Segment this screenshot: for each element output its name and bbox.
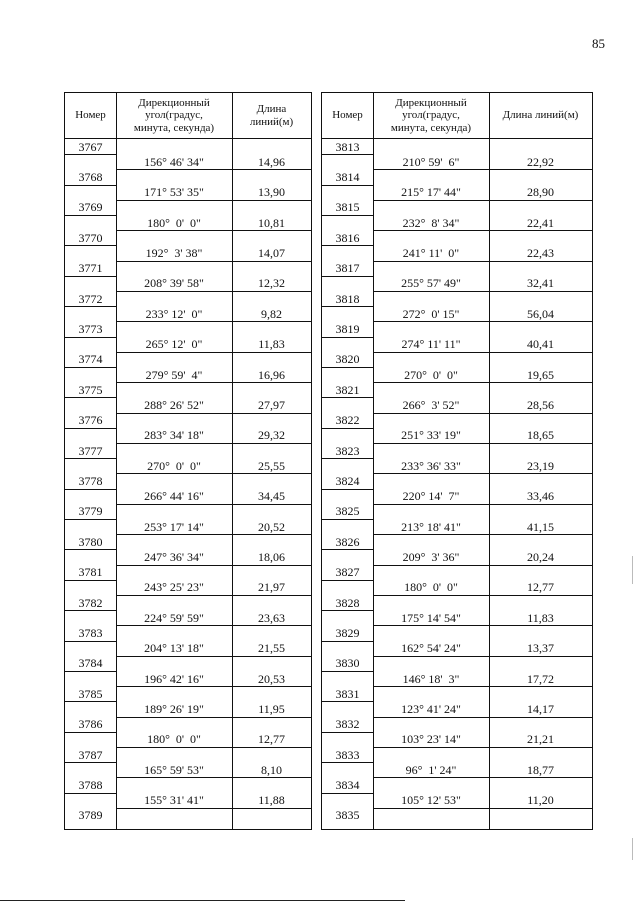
row-divider <box>322 306 373 307</box>
point-number: 3774 <box>78 352 103 367</box>
point-number: 3772 <box>78 291 103 306</box>
point-number: 3834 <box>335 778 360 792</box>
point-number: 3773 <box>78 322 103 336</box>
row-divider <box>322 367 373 368</box>
line-length: 18,06 <box>258 550 285 564</box>
scan-edge-mark <box>632 556 633 584</box>
point-number: 3779 <box>78 504 103 519</box>
row-divider <box>116 656 311 657</box>
line-length: 21,55 <box>258 641 285 656</box>
row-divider <box>65 458 116 459</box>
row-divider <box>116 625 311 626</box>
direction-angle: 175° 14' 54" <box>401 610 461 625</box>
row-divider <box>65 397 116 398</box>
point-number: 3830 <box>335 656 360 671</box>
direction-angle: 165° 59' 53" <box>144 762 204 777</box>
row-divider <box>322 154 373 155</box>
row-divider <box>322 215 373 216</box>
line-length: 33,46 <box>527 489 554 504</box>
direction-angle: 210° 59' 6" <box>402 154 460 169</box>
row-divider <box>65 337 116 338</box>
point-number: 3815 <box>335 200 360 215</box>
point-number: 3784 <box>78 656 103 671</box>
row-divider <box>322 549 373 550</box>
row-divider <box>65 519 116 520</box>
point-number: 3822 <box>335 413 360 428</box>
direction-angle: 232° 8' 34" <box>402 215 460 230</box>
direction-angle: 243° 25' 23" <box>144 580 204 595</box>
direction-angle: 255° 57' 49" <box>401 276 461 291</box>
direction-angle: 247° 36' 34" <box>144 550 204 564</box>
row-divider <box>322 793 373 794</box>
line-length: 10,81 <box>258 215 285 230</box>
direction-angle: 270° 0' 0" <box>147 458 201 473</box>
row-divider <box>116 321 311 322</box>
direction-angle: 288° 26' 52" <box>144 398 204 412</box>
row-divider <box>373 625 592 626</box>
row-divider <box>116 352 311 353</box>
row-divider <box>322 428 373 429</box>
row-divider <box>116 808 311 809</box>
row-divider <box>116 595 311 596</box>
row-divider <box>65 732 116 733</box>
direction-angle: 146° 18' 3" <box>402 671 460 686</box>
direction-angle: 220° 14' 7" <box>402 489 460 504</box>
direction-angle: 180° 0' 0" <box>147 215 201 230</box>
row-divider <box>373 777 592 778</box>
line-length: 29,32 <box>258 428 285 443</box>
point-number: 3767 <box>78 139 103 154</box>
direction-angle: 251° 33' 19" <box>401 428 461 443</box>
direction-angle: 272° 0' 15" <box>402 306 460 321</box>
row-divider <box>116 504 311 505</box>
row-divider <box>373 717 592 718</box>
line-length: 32,41 <box>527 276 554 291</box>
row-divider <box>65 793 116 794</box>
coordinates-table-left <box>64 92 312 830</box>
point-number: 3770 <box>78 230 103 245</box>
point-number: 3775 <box>78 382 103 397</box>
row-divider <box>116 565 311 566</box>
row-divider <box>65 489 116 490</box>
line-length: 27,97 <box>258 398 285 412</box>
point-number: 3821 <box>335 382 360 397</box>
row-divider <box>373 413 592 414</box>
row-divider <box>116 747 311 748</box>
line-length: 11,83 <box>258 337 285 352</box>
direction-angle: 213° 18' 41" <box>401 519 461 534</box>
row-divider <box>65 671 116 672</box>
point-number: 3832 <box>335 717 360 732</box>
direction-angle: 215° 17' 44" <box>401 185 461 200</box>
line-length: 18,77 <box>527 762 554 777</box>
row-divider <box>116 291 311 292</box>
row-divider <box>373 504 592 505</box>
header-length: Длина линий(м) <box>489 93 592 139</box>
point-number: 3819 <box>335 322 360 336</box>
row-divider <box>322 458 373 459</box>
row-divider <box>373 686 592 687</box>
direction-angle: 96° 1' 24" <box>405 762 457 777</box>
line-length: 20,24 <box>527 550 554 564</box>
line-length: 21,97 <box>258 580 285 595</box>
row-divider <box>322 245 373 246</box>
line-length: 28,90 <box>527 185 554 200</box>
direction-angle: 279° 59' 4" <box>145 367 203 382</box>
row-divider <box>65 762 116 763</box>
line-length: 41,15 <box>527 519 554 534</box>
point-number: 3816 <box>335 230 360 245</box>
direction-angle: 283° 34' 18" <box>144 428 204 443</box>
row-divider <box>116 261 311 262</box>
row-divider <box>116 169 311 170</box>
row-divider <box>322 397 373 398</box>
direction-angle: 189° 26' 19" <box>144 702 204 716</box>
point-number: 3768 <box>78 170 103 184</box>
row-divider <box>373 352 592 353</box>
direction-angle: 204° 13' 18" <box>144 641 204 656</box>
row-divider <box>116 443 311 444</box>
row-divider <box>65 215 116 216</box>
point-number: 3813 <box>335 139 360 154</box>
row-divider <box>322 732 373 733</box>
point-number: 3824 <box>335 474 360 488</box>
direction-angle: 180° 0' 0" <box>147 732 201 747</box>
line-length: 18,65 <box>527 428 554 443</box>
row-divider <box>116 413 311 414</box>
line-length: 12,32 <box>258 276 285 291</box>
line-length: 22,43 <box>527 246 554 260</box>
row-divider <box>65 245 116 246</box>
row-divider <box>373 321 592 322</box>
line-length: 23,19 <box>527 458 554 473</box>
row-divider <box>116 230 311 231</box>
line-length: 8,10 <box>261 762 282 777</box>
point-number: 3781 <box>78 565 103 580</box>
row-divider <box>65 580 116 581</box>
direction-angle: 156° 46' 34" <box>144 154 204 169</box>
row-divider <box>322 701 373 702</box>
row-divider <box>373 595 592 596</box>
direction-angle: 266° 44' 16" <box>144 489 204 504</box>
row-divider <box>373 169 592 170</box>
point-number: 3769 <box>78 200 103 215</box>
header-number: Номер <box>65 93 116 139</box>
point-number: 3788 <box>78 778 103 792</box>
line-length: 13,37 <box>527 641 554 656</box>
direction-angle: 270° 0' 0" <box>404 367 458 382</box>
line-length: 21,21 <box>527 732 554 747</box>
row-divider <box>373 200 592 201</box>
line-length: 11,83 <box>527 610 554 625</box>
row-divider <box>322 610 373 611</box>
line-length: 40,41 <box>527 337 554 352</box>
row-divider <box>322 762 373 763</box>
header-length: Длина линий(м) <box>232 93 311 139</box>
row-divider <box>322 337 373 338</box>
row-divider <box>373 291 592 292</box>
line-length: 13,90 <box>258 185 285 200</box>
line-length: 12,77 <box>258 732 285 747</box>
line-length: 12,77 <box>527 580 554 595</box>
line-length: 14,17 <box>527 702 554 716</box>
direction-angle: 105° 12' 53" <box>401 793 461 808</box>
row-divider <box>373 443 592 444</box>
line-length: 20,53 <box>258 671 285 686</box>
point-number: 3777 <box>78 443 103 458</box>
line-length: 11,20 <box>527 793 554 808</box>
direction-angle: 253° 17' 14" <box>144 519 204 534</box>
point-number: 3829 <box>335 626 360 640</box>
row-divider <box>373 656 592 657</box>
row-divider <box>65 154 116 155</box>
direction-angle: 155° 31' 41" <box>144 793 204 808</box>
row-divider <box>322 641 373 642</box>
line-length: 9,82 <box>261 306 282 321</box>
row-divider <box>373 473 592 474</box>
point-number: 3771 <box>78 261 103 276</box>
row-divider <box>65 610 116 611</box>
direction-angle: 265° 12' 0" <box>145 337 203 352</box>
point-number: 3778 <box>78 474 103 488</box>
row-divider <box>322 519 373 520</box>
row-divider <box>65 276 116 277</box>
row-divider <box>373 382 592 383</box>
point-number: 3814 <box>335 170 360 184</box>
direction-angle: 103° 23' 14" <box>401 732 461 747</box>
point-number: 3780 <box>78 534 103 549</box>
row-divider <box>116 777 311 778</box>
direction-angle: 224° 59' 59" <box>144 610 204 625</box>
point-number: 3787 <box>78 747 103 762</box>
line-length: 28,56 <box>527 398 554 412</box>
row-divider <box>116 473 311 474</box>
direction-angle: 196° 42' 16" <box>144 671 204 686</box>
point-number: 3823 <box>335 443 360 458</box>
row-divider <box>116 717 311 718</box>
point-number: 3827 <box>335 565 360 580</box>
point-number: 3826 <box>335 534 360 549</box>
row-divider <box>116 534 311 535</box>
row-divider <box>116 686 311 687</box>
point-number: 3833 <box>335 747 360 762</box>
row-divider <box>373 747 592 748</box>
line-length: 11,95 <box>258 702 285 716</box>
row-divider <box>373 808 592 809</box>
point-number: 3835 <box>335 808 360 823</box>
line-length: 22,41 <box>527 215 554 230</box>
point-number: 3785 <box>78 686 103 701</box>
row-divider <box>65 367 116 368</box>
point-number: 3825 <box>335 504 360 519</box>
line-length: 56,04 <box>527 306 554 321</box>
direction-angle: 208° 39' 58" <box>144 276 204 291</box>
line-length: 14,07 <box>258 246 285 260</box>
line-length: 17,72 <box>527 671 554 686</box>
line-length: 34,45 <box>258 489 285 504</box>
direction-angle: 266° 3' 52" <box>402 398 460 412</box>
line-length: 25,55 <box>258 458 285 473</box>
row-divider <box>65 428 116 429</box>
line-length: 19,65 <box>527 367 554 382</box>
direction-angle: 123° 41' 24" <box>401 702 461 716</box>
point-number: 3776 <box>78 413 103 428</box>
point-number: 3820 <box>335 352 360 367</box>
direction-angle: 233° 36' 33" <box>401 458 461 473</box>
row-divider <box>322 671 373 672</box>
line-length: 22,92 <box>527 154 554 169</box>
direction-angle: 180° 0' 0" <box>404 580 458 595</box>
row-divider <box>373 565 592 566</box>
point-number: 3831 <box>335 686 360 701</box>
line-length: 16,96 <box>258 367 285 382</box>
line-length: 20,52 <box>258 519 285 534</box>
row-divider <box>65 641 116 642</box>
point-number: 3818 <box>335 291 360 306</box>
row-divider <box>65 185 116 186</box>
direction-angle: 209° 3' 36" <box>402 550 460 564</box>
row-divider <box>65 306 116 307</box>
row-divider <box>116 200 311 201</box>
row-divider <box>322 580 373 581</box>
line-length: 23,63 <box>258 610 285 625</box>
direction-angle: 162° 54' 24" <box>401 641 461 656</box>
line-length: 14,96 <box>258 154 285 169</box>
row-divider <box>65 701 116 702</box>
point-number: 3786 <box>78 717 103 732</box>
point-number: 3783 <box>78 626 103 640</box>
header-number: Номер <box>322 93 373 139</box>
direction-angle: 233° 12' 0" <box>145 306 203 321</box>
footer-rule <box>0 900 405 901</box>
coordinates-table-right <box>321 92 593 830</box>
header-angle: Дирекционный угол(градус, минута, секунда) <box>373 93 489 139</box>
row-divider <box>322 185 373 186</box>
direction-angle: 192° 3' 38" <box>145 246 203 260</box>
point-number: 3789 <box>78 808 103 823</box>
point-number: 3817 <box>335 261 360 276</box>
header-angle: Дирекционный угол(градус, минута, секунда) <box>116 93 232 139</box>
row-divider <box>373 534 592 535</box>
direction-angle: 274° 11' 11" <box>401 337 461 352</box>
row-divider <box>322 489 373 490</box>
row-divider <box>116 382 311 383</box>
scan-edge-mark <box>632 838 633 860</box>
direction-angle: 241° 11' 0" <box>402 246 460 260</box>
row-divider <box>65 549 116 550</box>
row-divider <box>322 276 373 277</box>
page-number: 85 <box>592 36 605 51</box>
row-divider <box>373 261 592 262</box>
point-number: 3782 <box>78 595 103 610</box>
line-length: 11,88 <box>258 793 285 808</box>
point-number: 3828 <box>335 595 360 610</box>
direction-angle: 171° 53' 35" <box>144 185 204 200</box>
row-divider <box>373 230 592 231</box>
